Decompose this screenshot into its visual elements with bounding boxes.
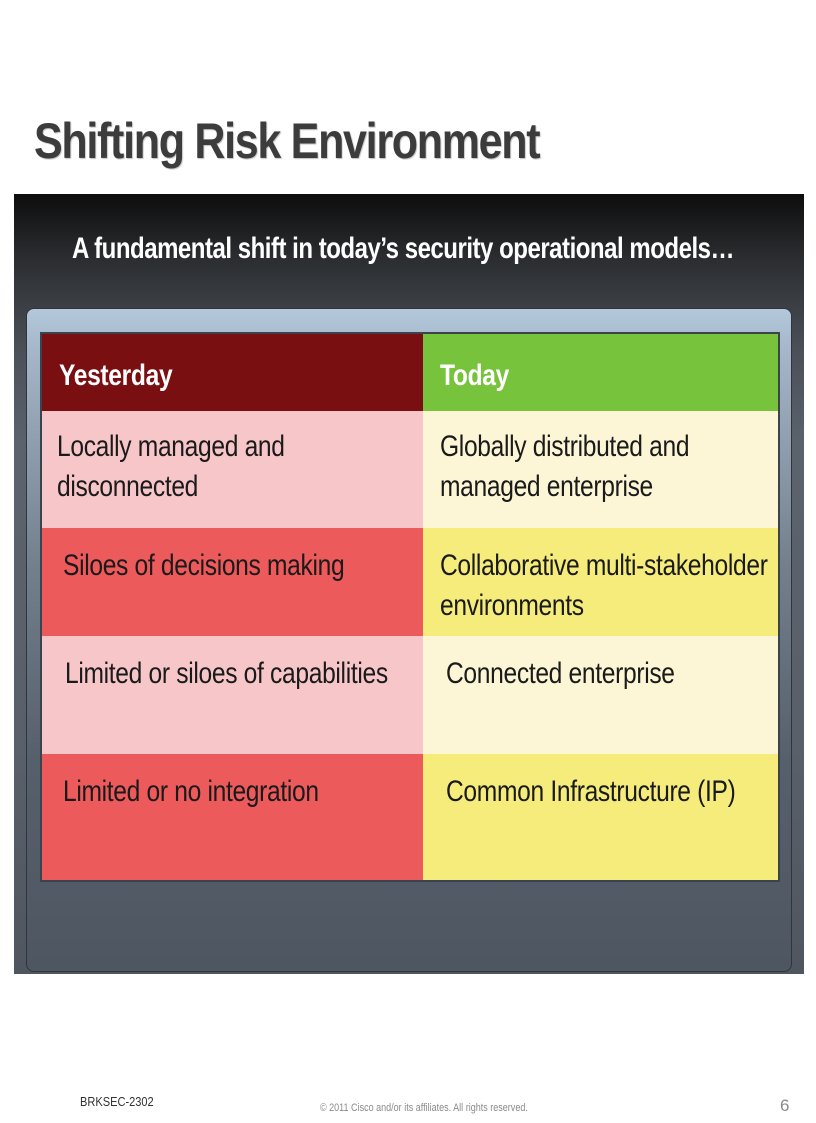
header-today: Today	[423, 334, 778, 411]
today-cell-1: Globally distributed and managed enterprise	[423, 411, 778, 528]
page-number: 6	[780, 1096, 790, 1115]
header-yesterday: Yesterday	[42, 334, 423, 411]
comparison-table	[40, 332, 780, 882]
yesterday-cell-4: Limited or no integration	[42, 754, 423, 880]
yesterday-cell-1: Locally managed and disconnected	[42, 411, 423, 528]
today-cell-2: Collaborative multi-stakeholder environments	[423, 528, 778, 636]
session-code: BRKSEC-2302	[80, 1094, 154, 1109]
today-cell-3: Connected enterprise	[423, 636, 778, 754]
yesterday-cell-2: Siloes of decisions making	[42, 528, 423, 636]
today-cell-4: Common Infrastructure (IP)	[423, 754, 778, 880]
slide-title: Shifting Risk Environment	[34, 113, 540, 169]
yesterday-cell-3: Limited or siloes of capabilities	[42, 636, 423, 754]
slide-subtitle: A fundamental shift in today’s security operational models…	[72, 232, 735, 265]
copyright-notice: © 2011 Cisco and/or its affiliates. All rights reserved.	[320, 1102, 528, 1114]
